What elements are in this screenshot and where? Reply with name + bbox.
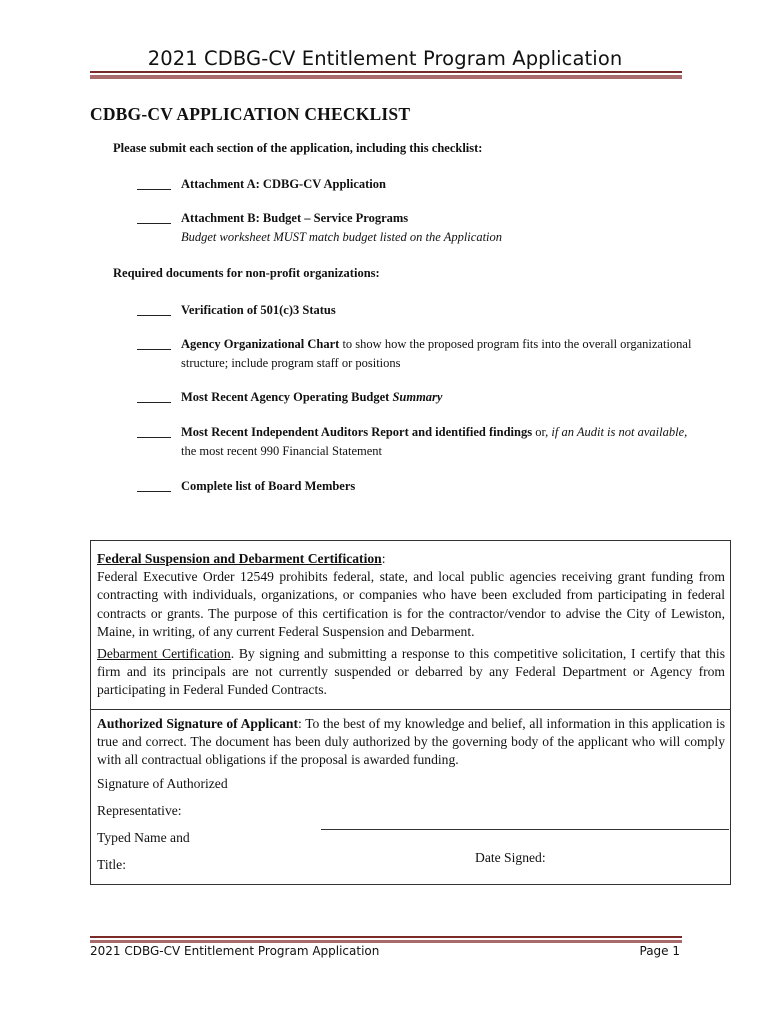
- page-number: Page 1: [639, 944, 680, 958]
- checklist-item-attachment-a: [137, 175, 697, 194]
- checkbox-blank[interactable]: [137, 301, 171, 316]
- checkbox-blank[interactable]: [137, 335, 171, 350]
- item-label: Most Recent Independent Auditors Report and identified findings: [181, 425, 533, 439]
- checklist-item-attachment-b: [137, 209, 697, 247]
- certification-section: [97, 550, 725, 700]
- certification-heading-colon: :: [381, 551, 386, 566]
- item-note: Budget worksheet MUST match budget listed on the Application: [181, 230, 503, 244]
- typed-name-label-line2: Title:: [97, 857, 126, 872]
- item-label: Most Recent Agency Operating Budget: [181, 390, 393, 404]
- signature-section: [97, 715, 725, 770]
- checklist-item-org-chart: [137, 335, 697, 373]
- checkbox-blank[interactable]: [137, 175, 171, 190]
- box-divider: [91, 709, 730, 710]
- checkbox-blank[interactable]: [137, 388, 171, 403]
- checklist-item-board-members: [137, 477, 697, 496]
- item-condition: if an Audit is not available,: [551, 425, 688, 439]
- item-description: the most recent 990 Financial Statement: [181, 444, 382, 458]
- page-header-title: 2021 CDBG-CV Entitlement Program Application: [147, 47, 623, 70]
- certification-box: [90, 540, 731, 885]
- signature-line[interactable]: [321, 829, 729, 830]
- date-signed-label: Date Signed:: [475, 850, 546, 865]
- header-rule: [90, 71, 682, 73]
- signature-heading: Authorized Signature of Applicant: [97, 716, 299, 731]
- checklist-item-501c3: [137, 301, 697, 320]
- signature-label-line1: Signature of Authorized: [97, 776, 228, 791]
- signature-text: : To the best of my knowledge and belief, all information in this application is true and correct. The document has been duly authorized by the governing body of the applicant who will comply with all contractual obligations if the proposal is awarded funding.: [97, 716, 725, 768]
- nonprofit-heading: Required documents for non-profit organizations:: [113, 266, 380, 280]
- checklist-item-audit-report: [137, 423, 697, 461]
- checkbox-blank[interactable]: [137, 209, 171, 224]
- item-label: Attachment B: Budget – Service Programs: [181, 211, 409, 225]
- checkbox-blank[interactable]: [137, 477, 171, 492]
- debarment-label: Debarment Certification: [97, 646, 231, 662]
- checklist-title: CDBG-CV APPLICATION CHECKLIST: [90, 104, 411, 124]
- header-rule-accent: [90, 75, 682, 79]
- checklist-item-operating-budget: [137, 388, 697, 407]
- footer-title: 2021 CDBG-CV Entitlement Program Application: [90, 944, 380, 958]
- item-connector: or,: [532, 425, 552, 439]
- typed-name-label-line1: Typed Name and: [97, 830, 190, 845]
- checklist-intro: Please submit each section of the application, including this checklist:: [113, 141, 483, 155]
- item-label: Attachment A: CDBG-CV Application: [181, 177, 386, 191]
- certification-heading: Federal Suspension and Debarment Certification: [97, 551, 382, 566]
- certification-paragraph: Federal Executive Order 12549 prohibits federal, state, and local public agencies receiving grant funding from contracting with individuals, organizations, or companies who have been excluded from participating in federal contracts or grants. The purpose of this certification is for the contractor/vendor to advise the City of Lewiston, Maine, in writing, of any current Federal Suspension and Debarment.: [97, 569, 725, 639]
- footer-rule-accent: [90, 940, 682, 943]
- item-label: Complete list of Board Members: [181, 479, 356, 493]
- footer-rule: [90, 936, 682, 938]
- item-label: Verification of 501(c)3 Status: [181, 303, 336, 317]
- debarment-text: . By signing and submitting a response to this competitive solicitation, I certify that this firm and its principals are not currently suspended or debarred by any Federal Department or Agency from participating in Federal Funded Contracts.: [97, 646, 725, 698]
- checkbox-blank[interactable]: [137, 423, 171, 438]
- signature-label-line2: Representative:: [97, 803, 182, 818]
- item-description: to show how the proposed program fits into the overall organizational structure; include program staff or positions: [181, 337, 692, 370]
- item-label: Agency Organizational Chart: [181, 337, 340, 351]
- item-emphasis: Summary: [392, 390, 443, 404]
